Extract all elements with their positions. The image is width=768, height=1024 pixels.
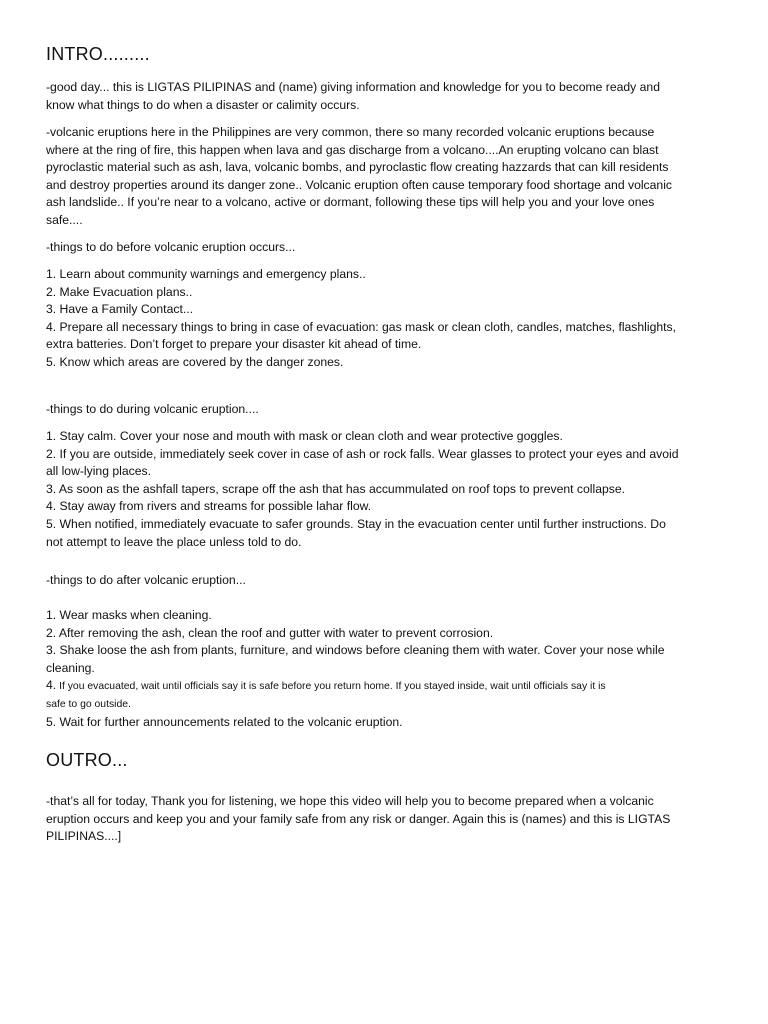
text-line: cleaning.: [46, 660, 95, 675]
outro-paragraph: [46, 793, 722, 846]
text-line: -volcanic eruptions here in the Philippines are very common, there so many recorded volcanic eruptions because: [46, 125, 655, 139]
list-item: [46, 714, 722, 732]
text-line: 3. As soon as the ashfall tapers, scrape off the ash that has accummulated on roof tops to prevent collapse.: [46, 481, 626, 496]
text-line: PILIPINAS....]: [46, 829, 122, 844]
text-line: safe to go outside.: [46, 698, 131, 710]
text-line: pyroclastic material such as ash, lava, volcanic bombs, and pyroclastic flow creating hazzards that can kill residents: [46, 160, 669, 175]
intro-heading: INTRO.........: [46, 44, 150, 64]
text-line: 5. Wait for further announcements related to the volcanic eruption.: [46, 714, 403, 729]
text-line: -that’s all for today, Thank you for listening, we hope this video will help you to become prepared when a volcanic: [46, 794, 654, 808]
list-item: [46, 677, 722, 713]
text-line: 5. When notified, immediately evacuate to safer grounds. Stay in the evacuation center until further instructions. Do: [46, 516, 666, 531]
text-line: ash landslide.. If you’re near to a volcano, active or dormant, following these tips will help you and your love ones: [46, 195, 655, 210]
text-line: [46, 677, 722, 696]
text-line: not attempt to leave the place unless told to do.: [46, 534, 302, 549]
list-item: [46, 607, 722, 625]
before-heading: -things to do before volcanic eruption occurs...: [46, 240, 296, 254]
list-item: [46, 446, 722, 481]
text-line: know what things to do when a disaster or calimity occurs.: [46, 97, 360, 112]
list-item: [46, 642, 722, 677]
text-line: all low-lying places.: [46, 464, 151, 479]
text-line: -good day... this is LIGTAS PILIPINAS and (name) giving information and knowledge for you to become ready and: [46, 80, 660, 94]
during-heading: -things to do during volcanic eruption....: [46, 402, 259, 416]
text-line: 2. If you are outside, immediately seek cover in case of ash or rock falls. Wear glasses to protect your eyes and avoid: [46, 446, 679, 461]
list-item: [46, 428, 722, 446]
text-line: safe....: [46, 212, 83, 227]
outro-heading: OUTRO...: [46, 750, 128, 770]
text-line: extra batteries. Don’t forget to prepare your disaster kit ahead of time.: [46, 337, 422, 352]
text-line: 4. Stay away from rivers and streams for possible lahar flow.: [46, 499, 372, 514]
list-item: [46, 301, 722, 319]
text-line: 1. Learn about community warnings and emergency plans..: [46, 267, 366, 281]
list-item: [46, 354, 722, 372]
intro-greeting-paragraph: [46, 79, 722, 114]
text-line: 4. Prepare all necessary things to bring in case of evacuation: gas mask or clean cloth, candles, matches, flashlights,: [46, 319, 677, 334]
list-item: [46, 284, 722, 302]
text-line: 3. Have a Family Contact...: [46, 302, 193, 317]
after-heading: -things to do after volcanic eruption...: [46, 573, 246, 587]
text-line: and destroy properties around its danger zone.. Volcanic eruption often cause temporary food shortage and volcanic: [46, 177, 673, 192]
list-item: [46, 266, 722, 284]
text-line: where at the ring of fire, this happen when lava and gas discharge from a volcano....An erupting volcano can blast: [46, 142, 659, 157]
list-item: [46, 319, 722, 354]
text-line: 1. Wear masks when cleaning.: [46, 608, 212, 622]
text-line: eruption occurs and keep you and your family safe from any risk or danger. Again this is (names) and this is LIGTAS: [46, 811, 671, 826]
list-item: [46, 625, 722, 643]
text-line: 2. After removing the ash, clean the roof and gutter with water to prevent corrosion.: [46, 625, 494, 640]
text-line: 3. Shake loose the ash from plants, furniture, and windows before cleaning them with water. Cover your nose while: [46, 643, 665, 658]
item-text: If you evacuated, wait until officials say it is safe before you return home. If you stayed inside, wait until officials say it is: [59, 681, 606, 693]
list-item: [46, 498, 722, 516]
text-line: 2. Make Evacuation plans..: [46, 284, 193, 299]
list-item: [46, 516, 722, 551]
before-list: [46, 266, 722, 372]
text-line: 1. Stay calm. Cover your nose and mouth with mask or clean cloth and wear protective goggles.: [46, 429, 563, 443]
list-item: [46, 481, 722, 499]
during-list: [46, 428, 722, 551]
intro-volcano-paragraph: [46, 124, 722, 230]
after-list: [46, 607, 722, 731]
text-line: 5. Know which areas are covered by the danger zones.: [46, 354, 344, 369]
item-number: 4.: [46, 678, 57, 693]
